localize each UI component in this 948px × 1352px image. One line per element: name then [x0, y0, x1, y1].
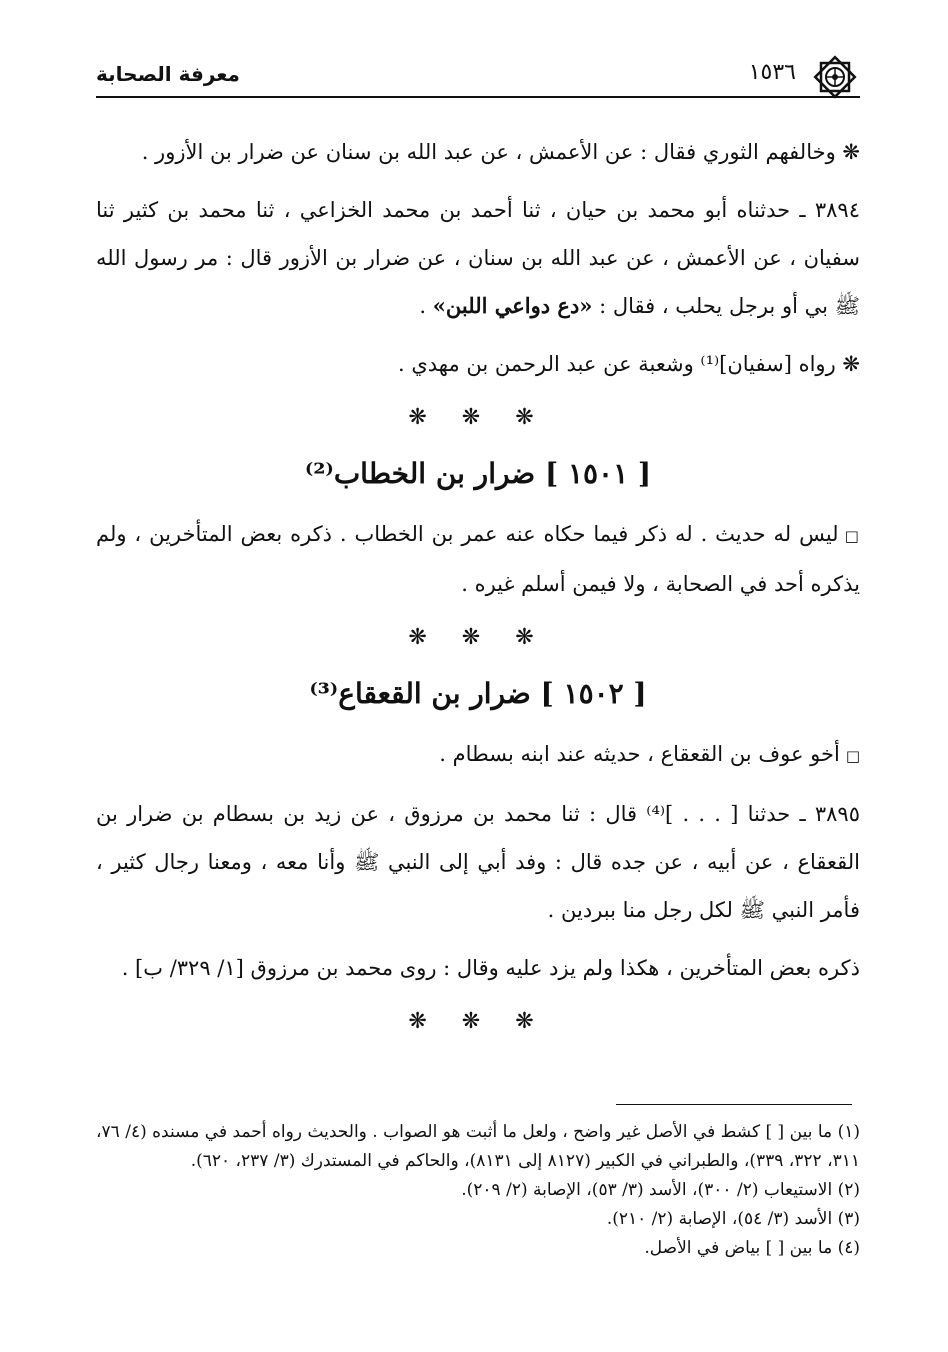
ornament-icon — [810, 52, 860, 102]
box-icon: □ — [845, 747, 860, 765]
footnote-3: (٣) الأسد (٣/ ٥٤)، الإصابة (٢/ ٢١٠). — [606, 1209, 860, 1229]
section-divider-1: ❋ ❋ ❋ — [408, 405, 548, 430]
paragraph-thawri: ❋ وخالفهم الثوري فقال : عن الأعمش ، عن عبد الله بن سنان عن ضرار بن الأزور . — [141, 140, 860, 164]
main-text — [96, 128, 860, 1050]
box-icon: □ — [844, 527, 860, 545]
book-title: معرفة الصحابة — [96, 62, 240, 86]
entry-1501-text: ليس له حديث . له ذكر فيما حكاه عنه عمر بن الخطاب . ذكره بعض المتأخرين ، ولم يذكره أحد في الصحابة ، ولا فيمن أسلم غيره . — [96, 522, 860, 596]
section-divider-3: ❋ ❋ ❋ — [408, 1009, 548, 1034]
page-header — [96, 56, 860, 98]
section-divider-2: ❋ ❋ ❋ — [408, 625, 548, 650]
hadith-3894-end: . — [419, 294, 427, 318]
footnote-1: (١) ما بين [ ] كشط في الأصل غير واضح ، ولعل ما أثبت هو الصواب . والحديث رواه أحمد في مسنده (٤/ ٧٦، ٣١١، ٣٢٢، ٣٣٩)، والطبراني في الكبير (٨١٢٧ إلى ٨١٣١)، والحاكم في المستدرك (٣/ ٢٣٧، ٦٢٠). — [96, 1122, 860, 1171]
footnote-4: (٤) ما بين [ ] بياض في الأصل. — [644, 1238, 860, 1258]
footnote-separator — [616, 1104, 852, 1105]
footnote-2: (٢) الاستيعاب (٢/ ٣٠٠)، الأسد (٣/ ٥٣)، الإصابة (٢/ ٢٠٩). — [461, 1180, 860, 1200]
footnotes — [96, 1118, 860, 1263]
entry-heading-1502: [ ١٥٠٢ ] ضرار بن القعقاع⁽³⁾ — [309, 677, 647, 710]
paragraph-entry-1502 — [96, 730, 860, 780]
entry-heading-1501: [ ١٥٠١ ] ضرار بن الخطاب⁽²⁾ — [304, 457, 652, 490]
hadith-3894-quote: «دع دواعي اللبن» — [432, 293, 593, 318]
page-number: ١٥٣٦ — [748, 60, 796, 85]
hadith-3894-text: ٣٨٩٤ ـ حدثناه أبو محمد بن حيان ، ثنا أحمد بن محمد الخزاعي ، ثنا محمد بن كثير ثنا سفيان ، عن الأعمش ، عن عبد الله بن سنان ، عن ضرار بن الأزور قال : مر رسول الله ﷺ بي أو برجل يحلب ، فقال : — [96, 198, 860, 318]
paragraph-riwayah: ❋ رواه [سفيان]⁽¹⁾ وشعبة عن عبد الرحمن بن مهدي . — [398, 352, 860, 376]
entry-1502-text: أخو عوف بن القعقاع ، حديثه عند ابنه بسطام . — [439, 742, 840, 766]
paragraph-hadith-3894 — [96, 186, 860, 330]
paragraph-entry-1501 — [96, 510, 860, 608]
paragraph-note: ذكره بعض المتأخرين ، هكذا ولم يزد عليه وقال : روى محمد بن مرزوق [١/ ٣٢٩/ ب] . — [121, 956, 860, 980]
paragraph-hadith-3895: ٣٨٩٥ ـ حدثنا [ . . . ]⁽⁴⁾ قال : ثنا محمد بن مرزوق ، عن زيد بن بسطام بن ضرار بن القعقاع ، عن أبيه ، عن جده قال : وفد أبي إلى النبي ﷺ وأنا معه ، ومعنا رجال كثير ، فأمر النبي ﷺ لكل رجل منا ببردين . — [96, 802, 860, 922]
